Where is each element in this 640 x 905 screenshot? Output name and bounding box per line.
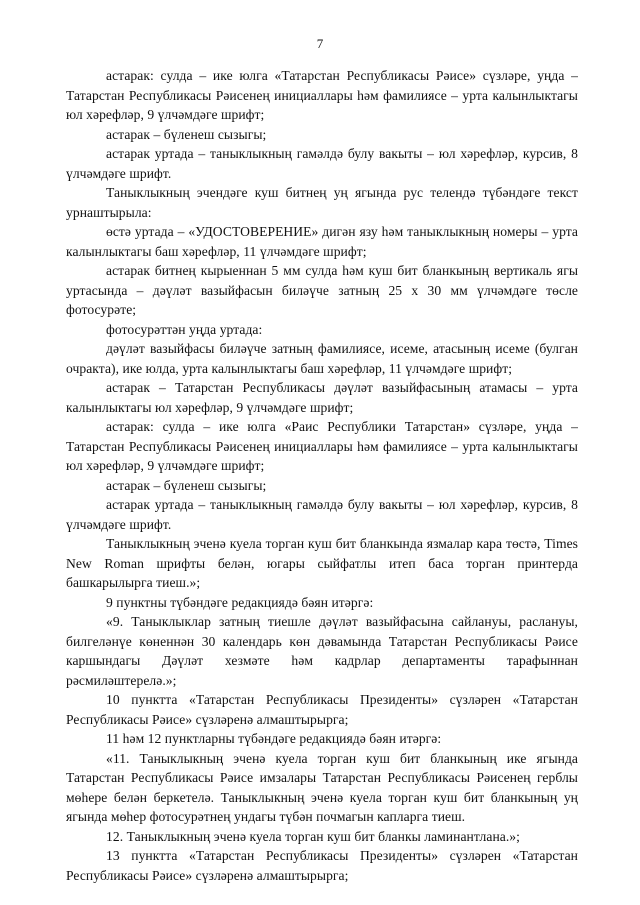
document-body	[66, 66, 578, 885]
paragraph: астарак – Татарстан Республикасы дәүләт вазыйфасының атамасы – урта калынлыктагы юл хәрефләр, 9 үлчәмдәге шрифт;	[66, 380, 578, 415]
paragraph: «9. Таныклыклар затның тиешле дәүләт вазыйфасына сайлануы, раслануы, билгеләнүе көненнән 30 календарь көн дәвамында Татарстан Республикасы Рәисе каршындагы Дәүләт хезмәте һәм кадрлар департаменты тарафыннан рәсмиләштерелә.»;	[66, 614, 578, 688]
paragraph: астарак уртада – таныклыкның гамәлдә булу вакыты – юл хәрефләр, курсив, 8 үлчәмдәге шрифт.	[66, 497, 578, 532]
paragraph: 10 пунктта «Татарстан Республикасы Президенты» сүзләрен «Татарстан Республикасы Рәисе» сүзләренә алмаштырырга;	[66, 692, 578, 727]
paragraph: Таныклыкның эчендәге куш битнең уң ягында рус телендә түбәндәге текст урнаштырыла:	[66, 185, 578, 220]
paragraph: 11 һәм 12 пунктларны түбәндәге редакциядә бәян итәргә:	[106, 731, 442, 746]
paragraph: 9 пунктны түбәндәге редакциядә бәян итәргә:	[106, 594, 374, 610]
paragraph: астарак: сулда – ике юлга «Татарстан Республикасы Рәисе» сүзләре, уңда – Татарстан Республикасы Рәисенең инициаллары һәм фамилиясе – урта калынлыктагы юл хәрефләр, 9 үлчәмдәге шрифт;	[66, 68, 578, 122]
paragraph: 13 пунктта «Татарстан Республикасы Президенты» сүзләрен «Татарстан Республикасы Рәисе» сүзләренә алмаштырырга;	[66, 848, 578, 883]
paragraph: Таныклыкның эченә куела торган куш бит бланкында язмалар кара төстә, Times New Roman шрифты белән, югары сыйфатлы итеп баса торган принтерда башкарылырга тиеш.»;	[66, 536, 578, 590]
paragraph: астарак уртада – таныклыкның гамәлдә булу вакыты – юл хәрефләр, курсив, 8 үлчәмдәге шрифт.	[66, 146, 578, 181]
paragraph: астарак: сулда – ике юлга «Раис Республики Татарстан» сүзләре, уңда – Татарстан Республикасы Рәисенең инициаллары һәм фамилиясе – урта калынлыктагы юл хәрефләр, 9 үлчәмдәге шрифт;	[66, 419, 578, 473]
paragraph: өстә уртада – «УДОСТОВЕРЕНИЕ» дигән язу һәм таныклыкның номеры – урта калынлыктагы баш хәрефләр, 11 үлчәмдәге шрифт;	[66, 224, 578, 259]
paragraph: астарак – бүленеш сызыгы;	[106, 126, 267, 142]
paragraph: дәүләт вазыйфасы биләүче затның фамилиясе, исеме, атасының исеме (булган очракта), ике юлда, урта калынлыктагы баш хәрефләр, 11 үлчәмдәге шрифт;	[66, 341, 578, 376]
paragraph: астарак – бүленеш сызыгы;	[106, 477, 267, 493]
page-number: 7	[316, 36, 324, 51]
paragraph: 12. Таныклыкның эченә куела торган куш бит бланкы ламинантлана.»;	[106, 828, 520, 844]
paragraph: «11. Таныклыкның эченә куела торган куш бит бланкының ике ягында Татарстан Республикасы Рәисе имзалары Татарстан Республикасы Рәисенең герблы мөһере белән беркетелә. Таныклыкның эченә куела торган куш бит бланкының уң ягында мөһер фотосурәтнең ундагы түбән почмагын капларга тиеш.	[66, 750, 578, 824]
paragraph: фотосурәттән уңда уртада:	[106, 321, 263, 337]
paragraph: астарак битнең кырыеннан 5 мм сулда һәм куш бит бланкының вертикаль ягы уртасында – дәүләт вазыйфасын биләүче затның 25 х 30 мм үлчәмдәге төсле фотосурәте;	[66, 263, 578, 317]
